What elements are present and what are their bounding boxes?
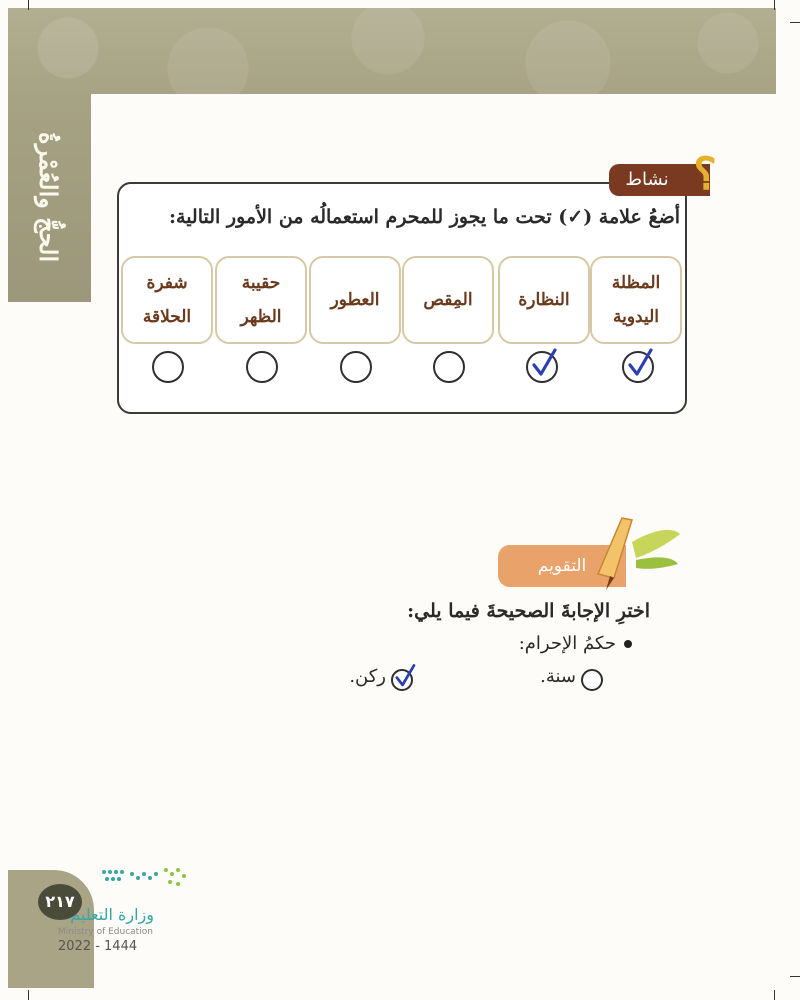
ministry-name-ar: وزارة التعليم — [70, 905, 154, 924]
option-card-perfume — [309, 256, 401, 344]
crop-mark — [790, 976, 800, 977]
card-line: النظارة — [518, 290, 570, 310]
card-line: الظهر — [240, 307, 282, 327]
page-number: ٢١٧ — [38, 884, 82, 920]
answer-circle-perfume[interactable] — [340, 351, 372, 383]
card-line: الحلاقة — [142, 307, 192, 327]
option-card-scissors — [402, 256, 494, 344]
option-card-glasses — [498, 256, 590, 344]
answer-circle-backpack[interactable] — [246, 351, 278, 383]
option-text-rukn: ركن. — [349, 666, 386, 687]
card-line: المِقص — [423, 290, 473, 310]
unit-title: الحجُّ والعُمْرةُ — [34, 132, 63, 263]
crop-mark — [28, 0, 29, 10]
option-card-umbrella — [590, 256, 682, 344]
card-line: العطور — [330, 290, 380, 310]
option-circle-sunnah[interactable] — [581, 669, 603, 691]
crop-mark — [774, 0, 775, 10]
assessment-question: اخترِ الإجابةَ الصحيحةَ فيما يلي: — [407, 600, 650, 622]
check-icon — [627, 347, 653, 379]
option-card-backpack — [215, 256, 307, 344]
card-line: حقيبة — [241, 273, 281, 293]
ministry-name-en: Ministry of Education — [58, 927, 153, 937]
activity-tab-label: نشاط — [625, 169, 669, 190]
answer-circle-razor[interactable] — [152, 351, 184, 383]
option-text-sunnah: سنة. — [540, 666, 576, 687]
check-icon — [531, 347, 557, 379]
crop-mark — [790, 22, 800, 23]
activity-instruction: أضعُ علامة (✓) تحت ما يجوز للمحرم استعمالُه من الأمور التالية: — [169, 206, 680, 228]
top-decorative-band — [8, 8, 776, 94]
edition-year: 2022 - 1444 — [58, 939, 138, 954]
crop-mark — [774, 990, 775, 1000]
assessment-tab-label: التقويم — [537, 556, 587, 576]
crop-mark — [28, 990, 29, 1000]
answer-circle-scissors[interactable] — [433, 351, 465, 383]
answer-circle-glasses[interactable] — [526, 351, 558, 383]
ministry-logo-icon — [96, 862, 196, 894]
question-mark-icon: ؟ — [693, 149, 717, 200]
question-item: حكمُ الإحرام: — [518, 633, 616, 654]
option-circle-rukn[interactable] — [391, 669, 413, 691]
answer-circle-umbrella[interactable] — [622, 351, 654, 383]
card-line: شفرة — [146, 273, 188, 293]
card-line: اليدوية — [613, 307, 660, 327]
card-line: المظلة — [611, 273, 661, 293]
check-icon — [394, 663, 416, 689]
bullet-icon — [624, 640, 632, 648]
option-card-razor — [121, 256, 213, 344]
